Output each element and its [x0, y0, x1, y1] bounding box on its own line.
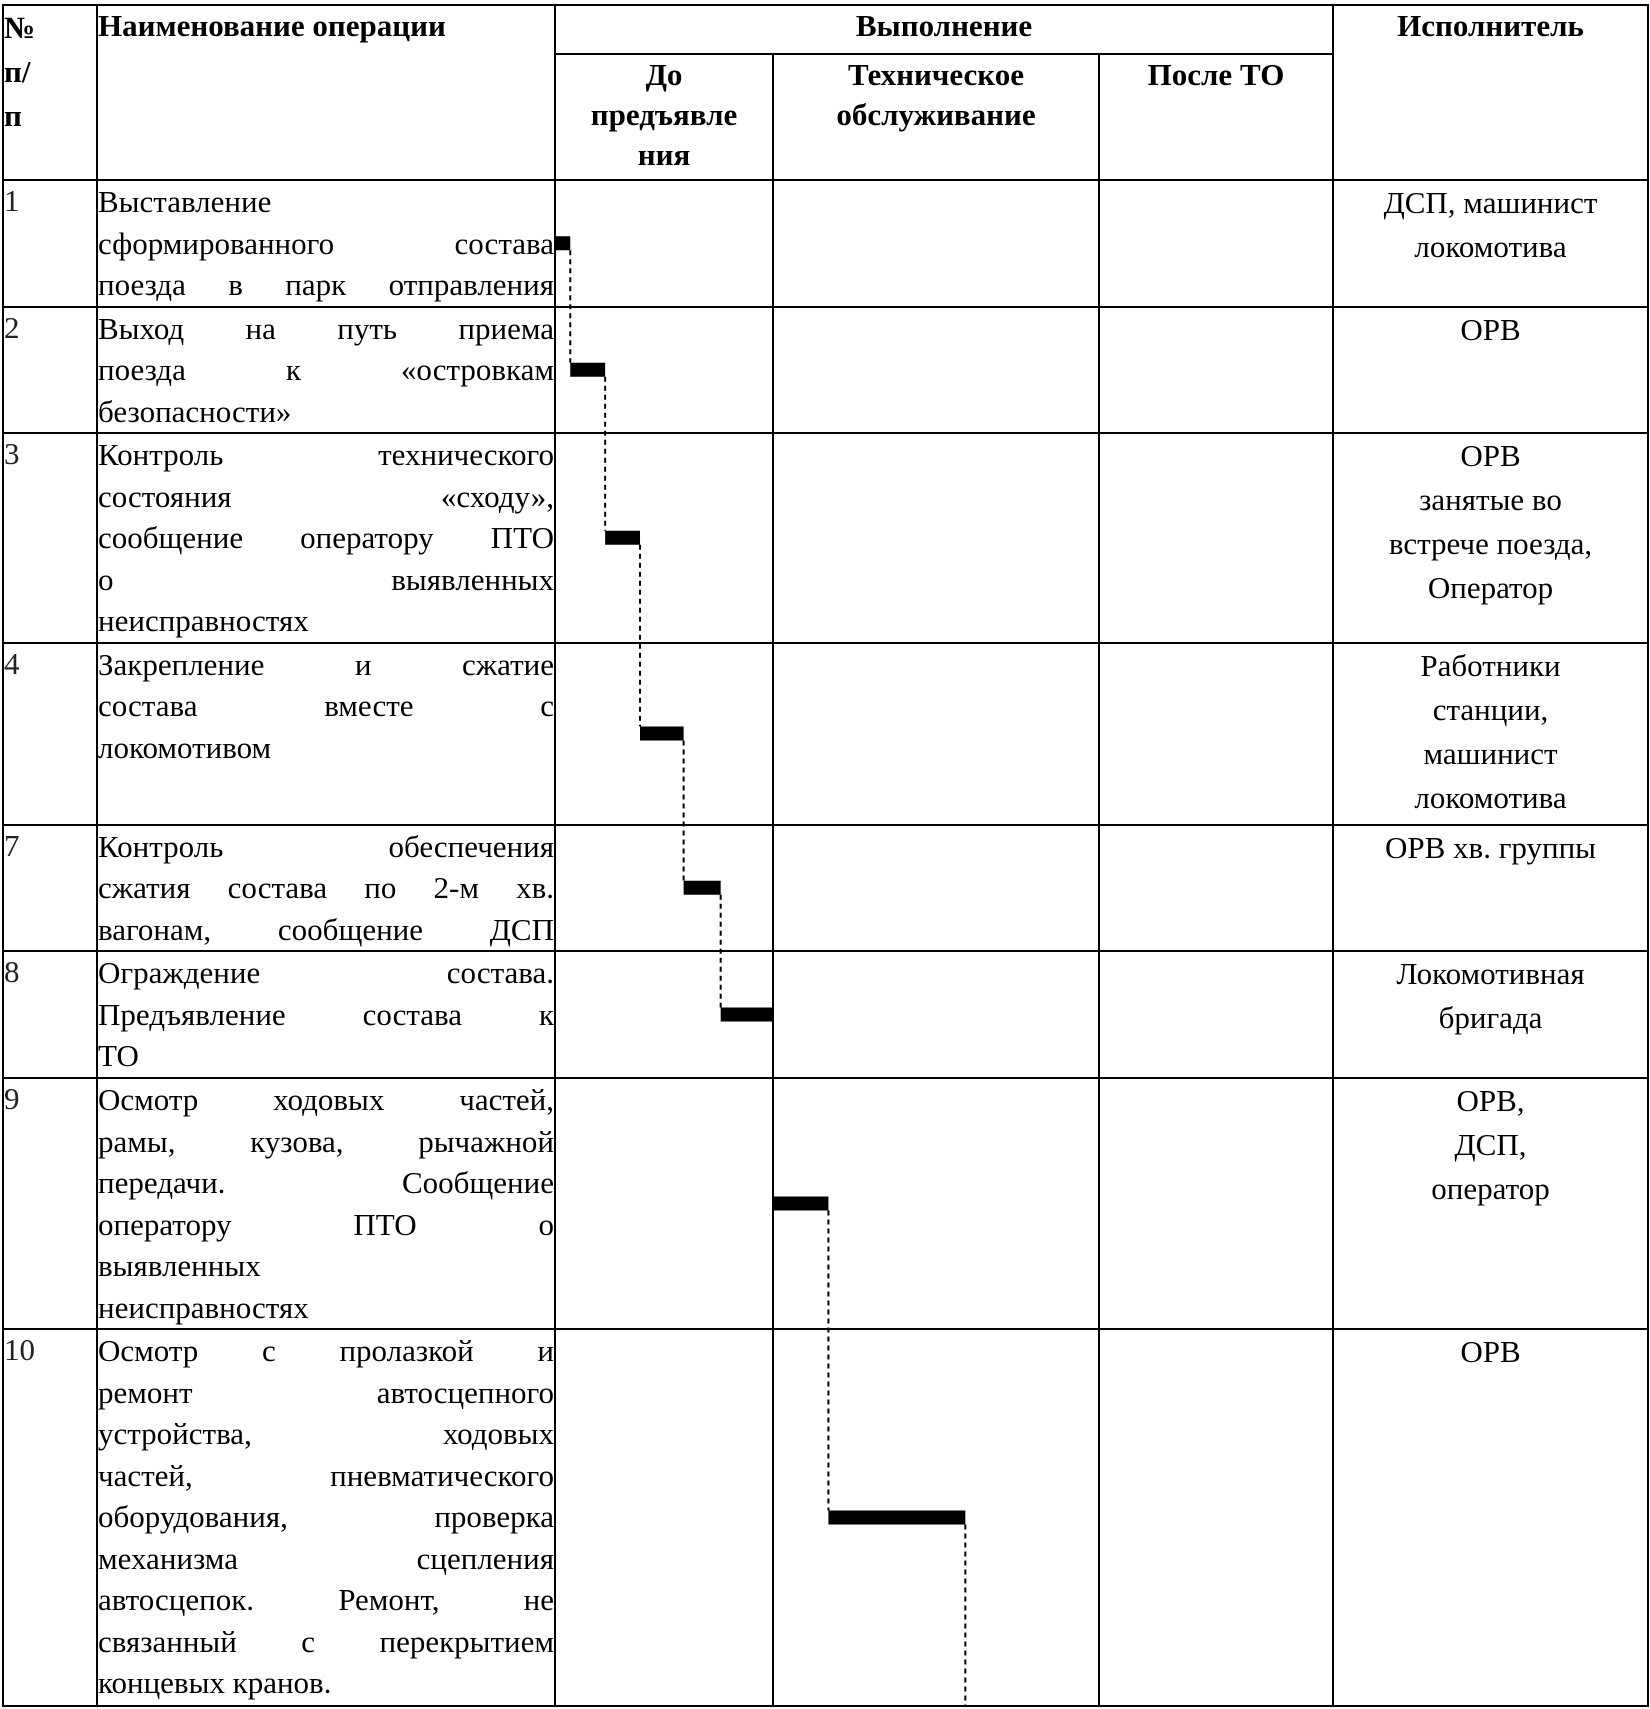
operation-name	[97, 825, 555, 952]
operation-name-line: ремонт автосцепного	[98, 1374, 554, 1410]
operation-name-line: Осмотр с пролазкой и	[98, 1333, 554, 1368]
operation-name-line: Контроль обеспечения	[98, 828, 554, 864]
operation-name-line: Выход на путь приема	[98, 310, 554, 346]
phase-cell-after	[1099, 1078, 1333, 1329]
operation-name-line: о выявленных	[98, 561, 554, 597]
operation-name	[97, 951, 555, 1078]
executor-line: локомотива	[1414, 229, 1567, 264]
phase-cell-before	[555, 1329, 773, 1706]
operation-name	[97, 433, 555, 643]
phase-cell-after	[1099, 180, 1333, 307]
executor	[1333, 825, 1648, 952]
operation-name-line: сообщение оператору ПТО	[98, 520, 554, 555]
header-execution: Выполнение	[555, 5, 1333, 54]
operation-name-line: Выставление	[98, 184, 272, 219]
operation-name-line: поезда к «островкам	[98, 352, 554, 387]
row-number: 2	[3, 307, 97, 434]
executor-line: Локомотивная	[1396, 956, 1585, 991]
operation-name-line: неисправностях	[98, 1289, 309, 1325]
phase-cell-to	[773, 1078, 1099, 1329]
executor	[1333, 951, 1648, 1078]
table-row	[3, 643, 1648, 825]
executor-line: ОРВ	[1460, 438, 1521, 473]
operation-name-line: выявленных	[98, 1248, 261, 1283]
operation-name-line: поезда в парк отправления	[98, 267, 554, 302]
executor-line: бригада	[1438, 1000, 1543, 1035]
operation-name-line: Ограждение состава.	[98, 955, 554, 990]
operation-name-line: частей, пневматического	[98, 1457, 554, 1493]
executor-line: локомотива	[1414, 779, 1567, 815]
header-maintenance: Техническое обслуживание	[773, 54, 1099, 180]
phase-cell-to	[773, 433, 1099, 643]
phase-cell-after	[1099, 433, 1333, 643]
operation-name	[97, 1078, 555, 1329]
row-number: 7	[3, 825, 97, 952]
phase-cell-after	[1099, 1329, 1333, 1706]
header-executor: Исполнитель	[1333, 5, 1648, 180]
executor-line: ОРВ,	[1456, 1083, 1525, 1118]
phase-cell-after	[1099, 951, 1333, 1078]
phase-cell-before	[555, 825, 773, 952]
phase-cell-before	[555, 180, 773, 307]
executor-line: ОРВ	[1460, 1334, 1521, 1369]
executor	[1333, 1078, 1648, 1329]
operation-name-line: Осмотр ходовых частей,	[98, 1082, 554, 1117]
operation-name-line: сжатия состава по 2-м хв.	[98, 870, 554, 905]
operation-name-line: передачи. Сообщение	[98, 1165, 554, 1200]
operation-name-line: Предъявление состава к	[98, 996, 554, 1032]
executor	[1333, 180, 1648, 307]
phase-cell-to	[773, 1329, 1099, 1706]
executor	[1333, 307, 1648, 434]
phase-cell-to	[773, 643, 1099, 825]
executor-line: машинист	[1423, 735, 1558, 771]
phase-cell-after	[1099, 825, 1333, 952]
operation-name	[97, 180, 555, 307]
phase-cell-before	[555, 1078, 773, 1329]
operation-name	[97, 1329, 555, 1706]
phase-cell-to	[773, 951, 1099, 1078]
operation-name-line: рамы, кузова, рычажной	[98, 1123, 554, 1159]
operations-schedule-table	[2, 4, 1649, 1707]
operation-name-line: оборудования, проверка	[98, 1499, 554, 1534]
operation-name-line: локомотивом	[98, 729, 272, 765]
table-row	[3, 433, 1648, 643]
table-row	[3, 951, 1648, 1078]
phase-cell-to	[773, 307, 1099, 434]
table-row	[3, 825, 1648, 952]
executor-line: занятые во	[1419, 482, 1562, 517]
executor-line: ДСП,	[1454, 1127, 1527, 1162]
row-number: 1	[3, 180, 97, 307]
phase-cell-to	[773, 180, 1099, 307]
phase-cell-after	[1099, 643, 1333, 825]
executor-line: ОРВ хв. группы	[1385, 829, 1597, 865]
header-after-maintenance: После ТО	[1099, 54, 1333, 180]
row-number: 4	[3, 643, 97, 825]
executor	[1333, 1329, 1648, 1706]
executor	[1333, 643, 1648, 825]
executor	[1333, 433, 1648, 643]
operation-name-line: концевых кранов.	[98, 1665, 332, 1700]
header-row-top	[3, 5, 1648, 54]
table-row	[3, 307, 1648, 434]
executor-line: Работники	[1420, 647, 1561, 683]
header-operation-name: Наименование операции	[97, 5, 555, 180]
header-before-presentation: До предъявле ния	[555, 54, 773, 180]
table-row	[3, 1078, 1648, 1329]
operation-name-line: вагонам, сообщение ДСП	[98, 911, 554, 947]
operation-name-line: безопасности»	[98, 393, 292, 429]
table-row	[3, 1329, 1648, 1706]
operation-name-line: связанный с перекрытием	[98, 1623, 554, 1659]
executor-line: ДСП, машинист	[1383, 185, 1598, 220]
phase-cell-before	[555, 643, 773, 825]
executor-line: Оператор	[1427, 570, 1554, 605]
row-number: 8	[3, 951, 97, 1078]
table-row	[3, 180, 1648, 307]
phase-cell-before	[555, 433, 773, 643]
operation-name-line: Закрепление и сжатие	[98, 646, 554, 682]
operation-name-line: оператору ПТО о	[98, 1206, 554, 1242]
row-number: 3	[3, 433, 97, 643]
operation-name	[97, 643, 555, 825]
operation-name-line: неисправностях	[98, 603, 309, 638]
phase-cell-after	[1099, 307, 1333, 434]
operation-name-line: Контроль технического	[98, 437, 554, 472]
row-number: 9	[3, 1078, 97, 1329]
executor-line: ОРВ	[1460, 311, 1521, 347]
phase-cell-before	[555, 951, 773, 1078]
phase-cell-to	[773, 825, 1099, 952]
operation-name-line: сформированного состава	[98, 225, 554, 261]
operation-name-line: автосцепок. Ремонт, не	[98, 1582, 554, 1617]
row-number: 10	[3, 1329, 97, 1706]
header-number: № п/ п	[3, 5, 97, 180]
operation-name-line: состояния «сходу»,	[98, 478, 554, 514]
phase-cell-before	[555, 307, 773, 434]
operation-name-line: механизма сцепления	[98, 1540, 554, 1576]
operation-name	[97, 307, 555, 434]
operation-name-line: состава вместе с	[98, 688, 554, 723]
operation-name-line: ТО	[98, 1038, 139, 1073]
operation-name-line: устройства, ходовых	[98, 1416, 554, 1451]
executor-line: станции,	[1432, 691, 1549, 727]
executor-line: встрече поезда,	[1388, 526, 1593, 561]
executor-line: оператор	[1431, 1171, 1550, 1206]
